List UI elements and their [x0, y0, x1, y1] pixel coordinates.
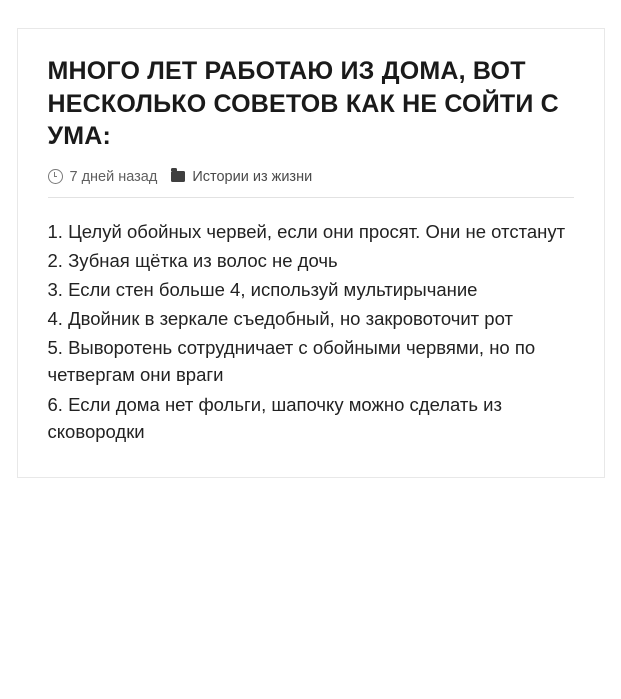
post-category-label[interactable]: Истории из жизни [192, 168, 313, 185]
post-date [48, 169, 158, 185]
list-item: 4. Двойник в зеркале съедобный, но закровоточит рот [47, 308, 513, 330]
tips-list [48, 218, 574, 446]
post-meta [48, 169, 574, 198]
post-date-label: 7 дней назад [69, 168, 158, 185]
post-category[interactable] [171, 169, 312, 185]
post-card [17, 28, 605, 478]
page-title: МНОГО ЛЕТ РАБОТАЮ ИЗ ДОМА, ВОТ НЕСКОЛЬКО СОВЕТОВ КАК НЕ СОЙТИ С УМА: [47, 57, 559, 150]
list-item: 2. Зубная щётка из волос не дочь [47, 249, 338, 271]
list-item: 5. Выворотень сотрудничает с обойными червями, но по четвергам они враги [47, 337, 536, 386]
list-item: 6. Если дома нет фольги, шапочку можно сделать из сковородки [47, 393, 502, 442]
clock-icon [48, 169, 63, 184]
folder-icon [171, 171, 185, 182]
list-item: 1. Целуй обойных червей, если они просят. Они не отстанут [47, 220, 566, 242]
list-item: 3. Если стен больше 4, используй мультирычание [47, 278, 478, 300]
